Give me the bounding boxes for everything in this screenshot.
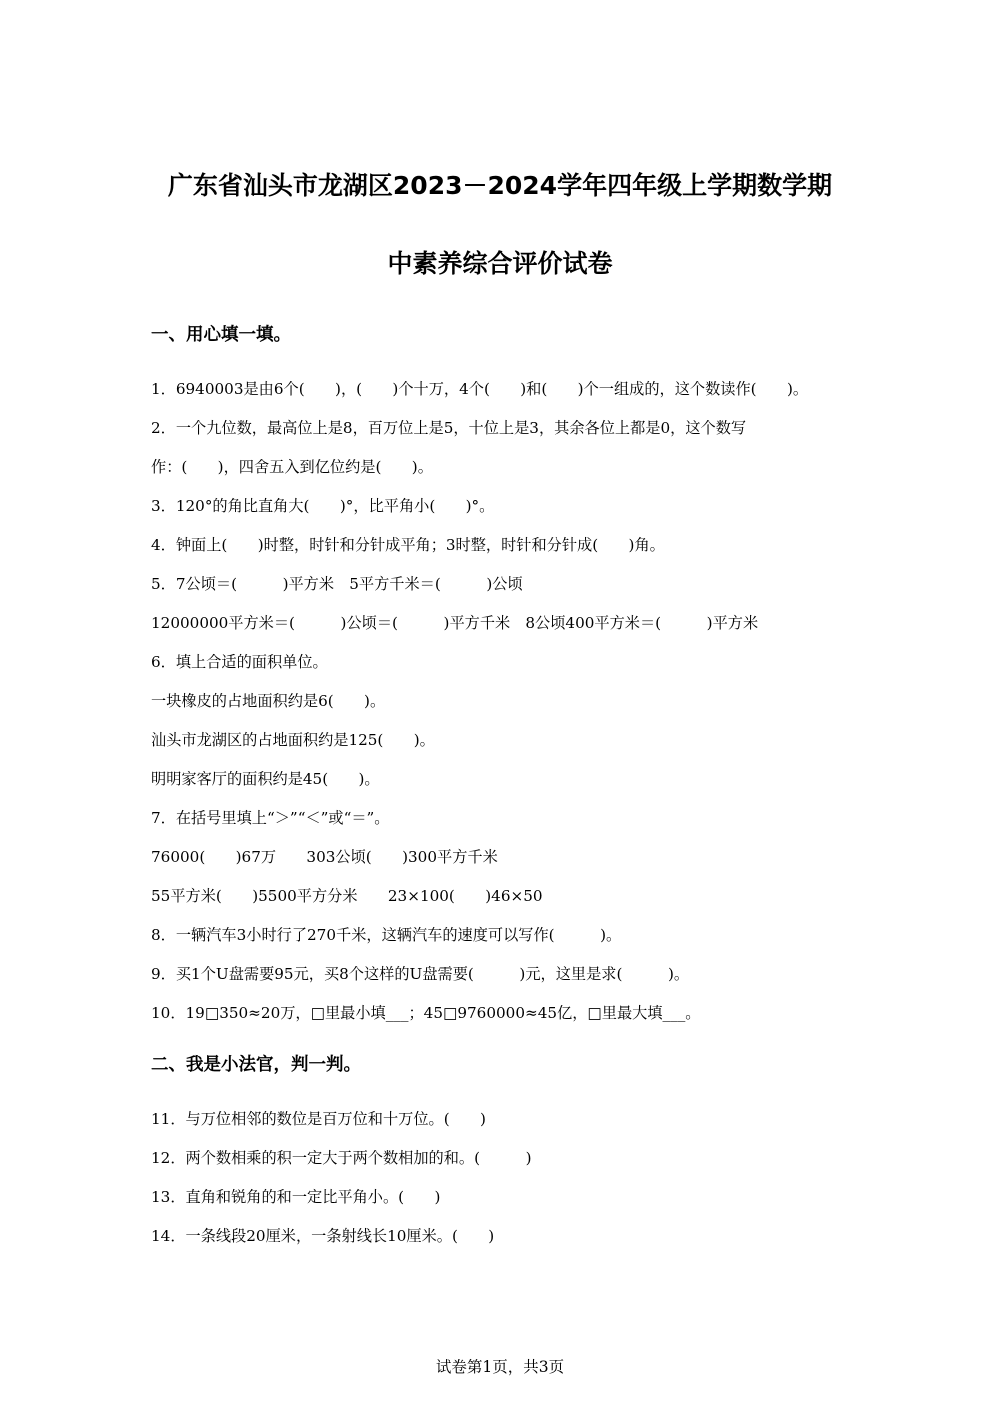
question-6: 6．填上合适的面积单位。 [151, 653, 328, 671]
question-11: 11．与万位相邻的数位是百万位和十万位。( ) [151, 1110, 486, 1128]
question-7-row-1: 76000( )67万 303公顷( )300平方千米 [151, 848, 498, 866]
question-5-continued: 12000000平方米＝( )公顷＝( )平方千米 8公顷400平方米＝( )平方米 [151, 614, 759, 632]
question-6-item-living-room: 明明家客厅的面积约是45( )。 [151, 770, 380, 788]
question-13: 13．直角和锐角的和一定比平角小。( ) [151, 1188, 441, 1206]
question-12: 12．两个数相乘的积一定大于两个数相加的和。( ) [151, 1149, 532, 1167]
document-title-line-1: 广东省汕头市龙湖区2023－2024学年四年级上学期数学期 [167, 171, 833, 200]
question-8: 8．一辆汽车3小时行了270千米，这辆汽车的速度可以写作( )。 [151, 926, 622, 944]
question-6-item-district: 汕头市龙湖区的占地面积约是125( )。 [151, 731, 435, 749]
question-6-item-eraser: 一块橡皮的占地面积约是6( )。 [151, 692, 386, 710]
question-2-continued: 作：( )，四舍五入到亿位约是( )。 [151, 458, 433, 476]
page-footer: 试卷第1页，共3页 [435, 1358, 565, 1376]
question-2: 2．一个九位数，最高位上是8，百万位上是5，十位上是3，其余各位上都是0，这个数写 [151, 419, 747, 437]
question-9: 9．买1个U盘需要95元，买8个这样的U盘需要( )元，这里是求( )。 [151, 965, 690, 983]
question-4: 4．钟面上( )时整，时针和分针成平角；3时整，时针和分针成( )角。 [151, 536, 665, 554]
section-1-heading: 一、用心填一填。 [151, 325, 291, 345]
question-1: 1．6940003是由6个( )，( )个十万，4个( )和( )个一组成的，这个数读作( )。 [151, 380, 809, 398]
question-14: 14．一条线段20厘米，一条射线长10厘米。( ) [151, 1227, 495, 1245]
question-3: 3．120°的角比直角大( )°，比平角小( )°。 [151, 497, 495, 515]
section-2-heading: 二、我是小法官，判一判。 [151, 1055, 361, 1075]
question-5: 5．7公顷＝( )平方米 5平方千米＝( )公顷 [151, 575, 523, 593]
question-10: 10．19□350≈20万，□里最小填___；45□9760000≈45亿，□里最大填___。 [151, 1004, 701, 1022]
document-title-line-2: 中素养综合评价试卷 [387, 249, 613, 278]
question-7: 7．在括号里填上“＞”“＜”或“＝”。 [151, 809, 390, 827]
question-7-row-2: 55平方米( )5500平方分米 23×100( )46×50 [151, 887, 543, 905]
